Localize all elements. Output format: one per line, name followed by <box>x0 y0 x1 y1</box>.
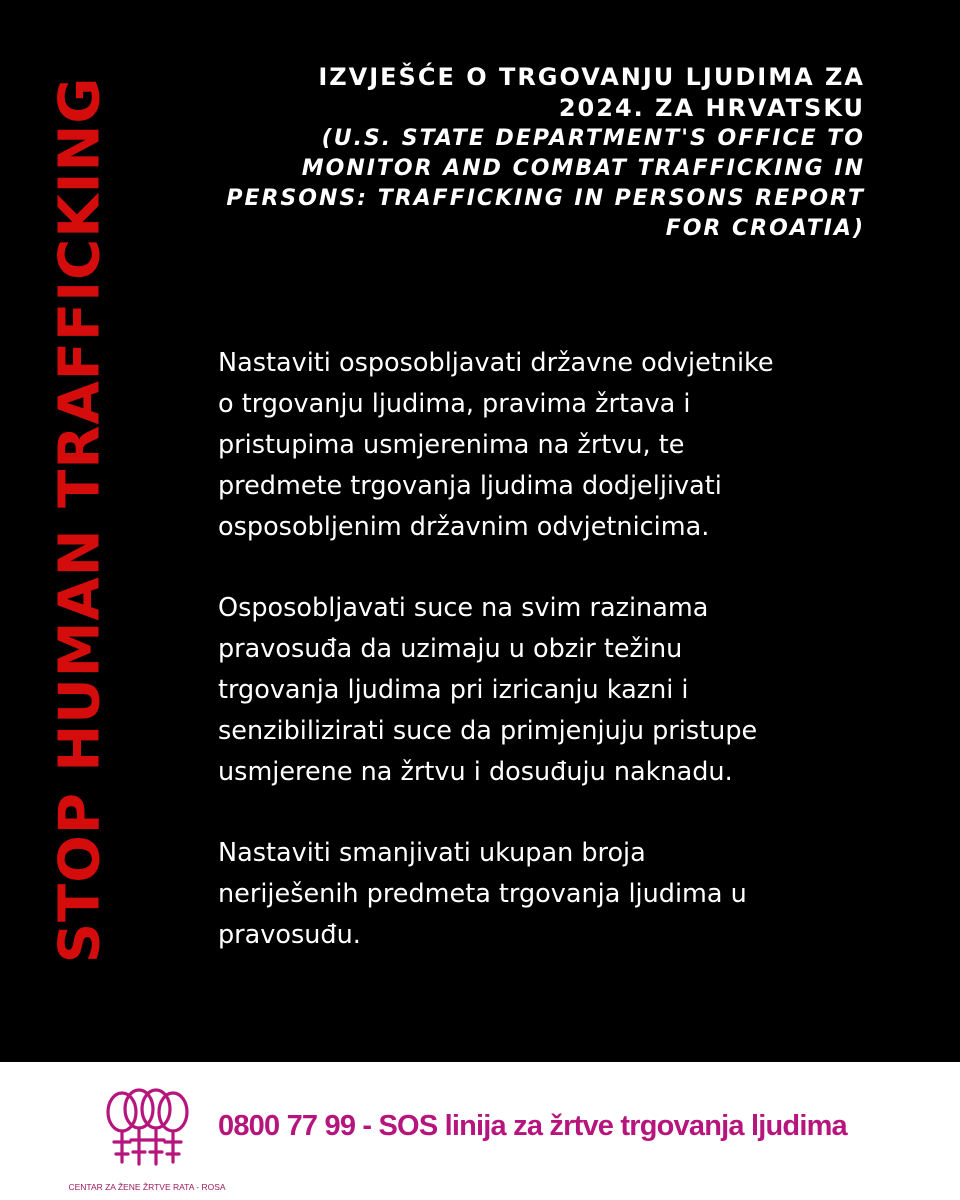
recommendation-line: neriješenih predmeta trgovanja ljudima u <box>218 879 747 909</box>
recommendation-line: senzibilizirati suce da primjenjuju pristupe <box>218 716 758 746</box>
recommendation-line: usmjerene na žrtvu i dosuđuju naknadu. <box>218 757 733 787</box>
recommendation-paragraph <box>218 588 878 793</box>
report-subtitle-line-3: PERSONS: TRAFFICKING IN PERSONS REPORT <box>226 186 865 211</box>
recommendation-line: trgovanja ljudima pri izricanju kazni i <box>218 675 689 705</box>
rosa-logo <box>62 1082 232 1197</box>
recommendation-line: pristupima usmjerenima na žrtvu, te <box>218 430 685 460</box>
recommendation-line: o trgovanju ljudima, pravima žrtava i <box>218 389 691 419</box>
recommendation-line: Nastaviti smanjivati ukupan broja <box>218 838 646 868</box>
recommendations <box>218 343 878 996</box>
recommendation-line: predmete trgovanja ljudima dodjeljivati <box>218 471 722 501</box>
report-subtitle-line-2: MONITOR AND COMBAT TRAFFICKING IN <box>301 156 865 181</box>
recommendation-line: pravosuđa da uzimaju u obzir težinu <box>218 634 683 664</box>
report-subtitle-line-4: FOR CROATIA) <box>665 216 865 241</box>
footer <box>0 1062 960 1200</box>
rosa-logo-icon <box>102 1082 194 1182</box>
recommendation-paragraph <box>218 833 878 956</box>
recommendation-paragraph <box>218 343 878 548</box>
logo-caption: CENTAR ZA ŽENE ŽRTVE RATA - ROSA <box>68 1182 226 1192</box>
report-header <box>165 62 865 244</box>
recommendation-line: pravosuđu. <box>218 920 361 950</box>
report-title-line-2: 2024. ZA HRVATSKU <box>558 94 865 122</box>
report-subtitle-line-1: (U.S. STATE DEPARTMENT'S OFFICE TO <box>321 126 865 151</box>
report-title-line-1: IZVJEŠĆE O TRGOVANJU LJUDIMA ZA <box>318 63 865 91</box>
recommendation-line: Nastaviti osposobljavati državne odvjetnike <box>218 348 774 378</box>
recommendation-line: Osposobljavati suce na svim razinama <box>218 593 709 623</box>
recommendation-line: osposobljenim državnim odvjetnicima. <box>218 512 710 542</box>
sos-hotline: 0800 77 99 - SOS linija za žrtve trgovanja ljudima <box>218 1110 847 1142</box>
side-banner: STOP HUMAN TRAFFICKING <box>47 76 113 964</box>
